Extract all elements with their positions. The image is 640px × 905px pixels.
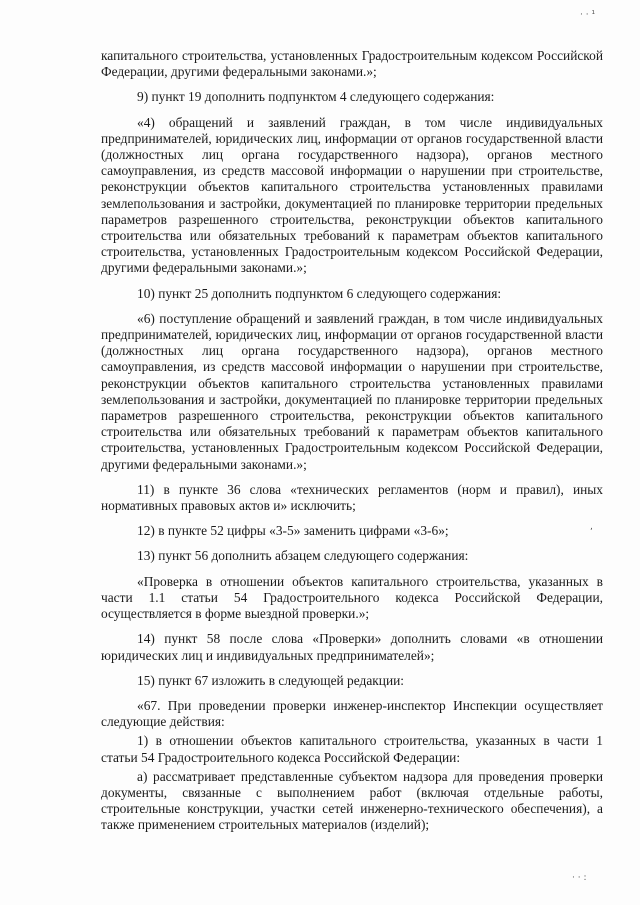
document-body — [101, 48, 603, 837]
paragraph: 13) пункт 56 дополнить абзацем следующего содержания: — [137, 548, 469, 564]
paragraph: а) рассматривает представленные субъектом надзора для проведения проверки документы, связанные с выполнением работ (включая отдельные работы, строительные конструкции, участки сетей инженерно-технического обеспечения), а также применением строительных материалов (изделий); — [101, 768, 603, 833]
paragraph: 9) пункт 19 дополнить подпунктом 4 следующего содержания: — [137, 89, 495, 105]
paragraph: «4) обращений и заявлений граждан, в том числе индивидуальных предпринимателей, юридических лиц, информации от органов государственной власти (должностных лиц органа государственного надзора), органов местного самоуправления, из средств массовой информации о нарушении при строительстве, реконструкции объектов капитального строительства установленных правилами землепользования и застройки, документацией по планировке территории предельных параметров разрешенного строительства, реконструкции объектов капитального строительства или обязательных требований к параметрам объектов капитального строительства, установленных Градостроительным кодексом Российской Федерации, другими федеральными законами.»; — [101, 114, 603, 276]
paragraph: 12) в пункте 52 цифры «3-5» заменить цифрами «3-6»; — [137, 523, 449, 539]
paragraph: 1) в отношении объектов капитального строительства, указанных в части 1 статьи 54 Градостроительного кодекса Российской Федерации: — [101, 733, 603, 765]
paragraph: 10) пункт 25 дополнить подпунктом 6 следующего содержания: — [137, 285, 502, 301]
scan-speck: · · ¹ — [580, 10, 596, 20]
paragraph: 11) в пункте 36 слова «технических регламентов (норм и правил), иных нормативных правовых актов и» исключить; — [101, 481, 603, 514]
paragraph: «Проверка в отношении объектов капитального строительства, указанных в части 1.1 статьи 54 Градостроительного кодекса Российской Федерации, осуществляется в форме выездной проверки.»; — [101, 573, 603, 622]
paragraph: 14) пункт 58 после слова «Проверки» дополнить словами «в отношении юридических лиц и индивидуальных предпринимателей»; — [101, 631, 603, 663]
scan-speck: , — [590, 522, 593, 532]
scan-speck: · · : — [572, 873, 587, 883]
paragraph: 15) пункт 67 изложить в следующей редакции: — [137, 672, 405, 688]
paragraph: «67. При проведении проверки инженер-инспектор Инспекции осуществляет следующие действия: — [101, 697, 603, 730]
paragraph: капитального строительства, установленных Градостроительным кодексом Российской Федерации, другими федеральными законами.»; — [101, 48, 603, 80]
paragraph: «6) поступление обращений и заявлений граждан, в том числе индивидуальных предпринимателей, юридических лиц, информации от органов государственной власти (должностных лиц органа государственного надзора), органов местного самоуправления, из средств массовой информации о нарушении при строительстве, реконструкции объектов капитального строительства установленных правилами землепользования и застройки, документацией по планировке территории предельных параметров разрешенного строительства, реконструкции объектов капитального строительства или обязательных требований к параметрам объектов капитального строительства, установленных Градостроительным кодексом Российской Федерации, другими федеральными законами.»; — [101, 310, 603, 472]
